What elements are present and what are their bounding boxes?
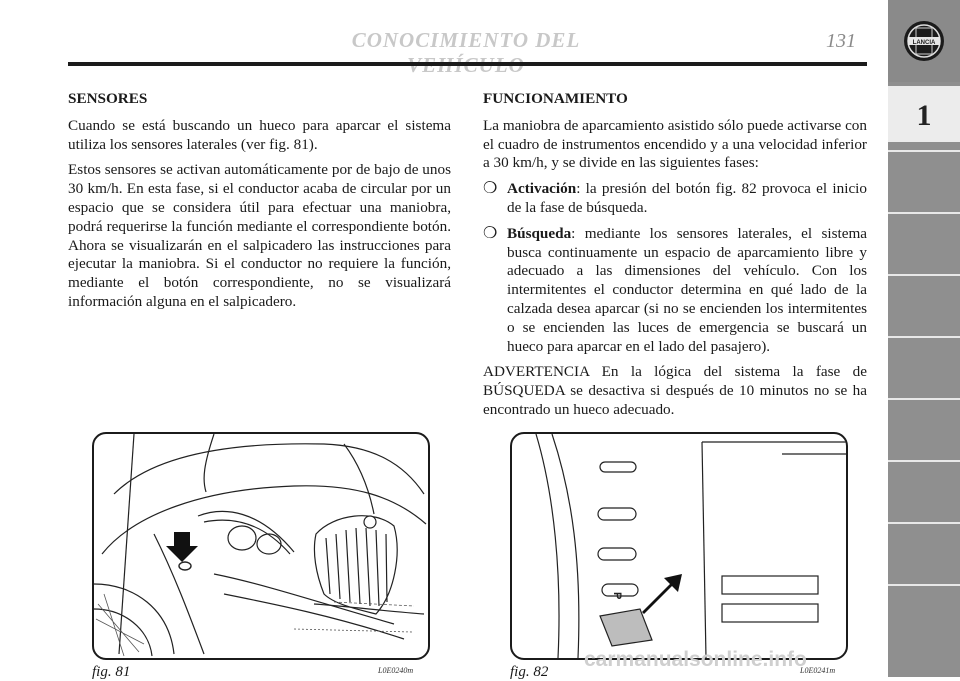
bullet-item (483, 225, 867, 357)
bullet-text: : mediante los sensores laterales, el sistema busca continuamente un espacio de aparcamiento libre y adecuado a las dimensiones del vehículo. Con los intermitentes el conductor determina en qué lado de la calzada desea aparcar (si no se encienden los intermitentes o se encienden las luces de emergencia se buscará un hueco para aparcar en el lado del pasajero). (507, 224, 867, 355)
chapter-number[interactable]: 1 (888, 86, 960, 142)
logo-area (888, 0, 960, 82)
tab-stripe (888, 212, 960, 214)
tab-stripe (888, 522, 960, 524)
right-column (483, 90, 867, 427)
circle-bullet-icon: ❍ (483, 180, 498, 198)
section-heading: FUNCIONAMIENTO (483, 90, 628, 107)
bullet-term: Activación (507, 180, 577, 198)
brand-logo (902, 14, 946, 68)
paragraph: Estos sensores se activan automáticamente por de bajo de unos 30 km/h. En esta fase, si el conductor acaba de circular por un espacio que se considera útil para efectuar una maniobra, podrá requerirse la función mediante el correspondiente botón. Ahora se visualizarán en el salpicadero las instrucciones para ejecutar la maniobra. Si el conductor no requiere la función, mediante el botón correspondiente, no se visualizará información alguna en el salpicadero. (68, 161, 451, 310)
figure-code: L0E0241m (800, 666, 836, 675)
paragraph: La maniobra de aparcamiento asistido sólo puede activarse con el cuadro de instrumentos encendido y a una velocidad inferior a 30 km/h, y se divide en las siguientes fases: (483, 116, 867, 172)
figure-car-front (92, 432, 430, 660)
section-heading: SENSORES (68, 90, 148, 107)
left-column (68, 90, 451, 319)
figure-dashboard-button (510, 432, 848, 660)
tab-stripe (888, 584, 960, 586)
circle-bullet-icon: ❍ (483, 224, 498, 242)
page-number: 131 (826, 30, 856, 52)
tab-stripe (888, 150, 960, 152)
bullet-term: Búsqueda (507, 224, 572, 242)
chapter-side-tab (888, 0, 960, 677)
svg-text:P: P (611, 592, 623, 600)
header-title: CONOCIMIENTO DEL (351, 28, 581, 52)
tab-stripe (888, 274, 960, 276)
bullet-text: : la presión del botón fig. 82 provoca el inicio de la fase de búsqueda. (507, 180, 867, 216)
arrow-indicator-icon (642, 574, 682, 614)
tab-stripe (888, 398, 960, 400)
bullet-item (483, 180, 867, 218)
figure-code: L0E0240m (378, 666, 414, 675)
car-front-illustration (94, 434, 428, 658)
paragraph: Cuando se está buscando un hueco para aparcar el sistema utiliza los sensores laterales (ver fig. 81). (68, 116, 451, 153)
warning-paragraph: ADVERTENCIA En la lógica del sistema la fase de BÚSQUEDA se desactiva si después de 10 minutos no se ha encontrado un hueco adecuado. (483, 363, 867, 418)
figure-caption: fig. 81 (92, 664, 131, 680)
header-rule (68, 62, 867, 66)
tab-stripe (888, 336, 960, 338)
tab-stripe (888, 460, 960, 462)
dashboard-button-illustration (512, 434, 846, 658)
svg-text:LANCIA: LANCIA (912, 40, 936, 46)
watermark: carmanualsonline.info (584, 648, 807, 671)
figure-caption: fig. 82 (510, 664, 549, 680)
arrow-indicator-icon (166, 532, 198, 562)
